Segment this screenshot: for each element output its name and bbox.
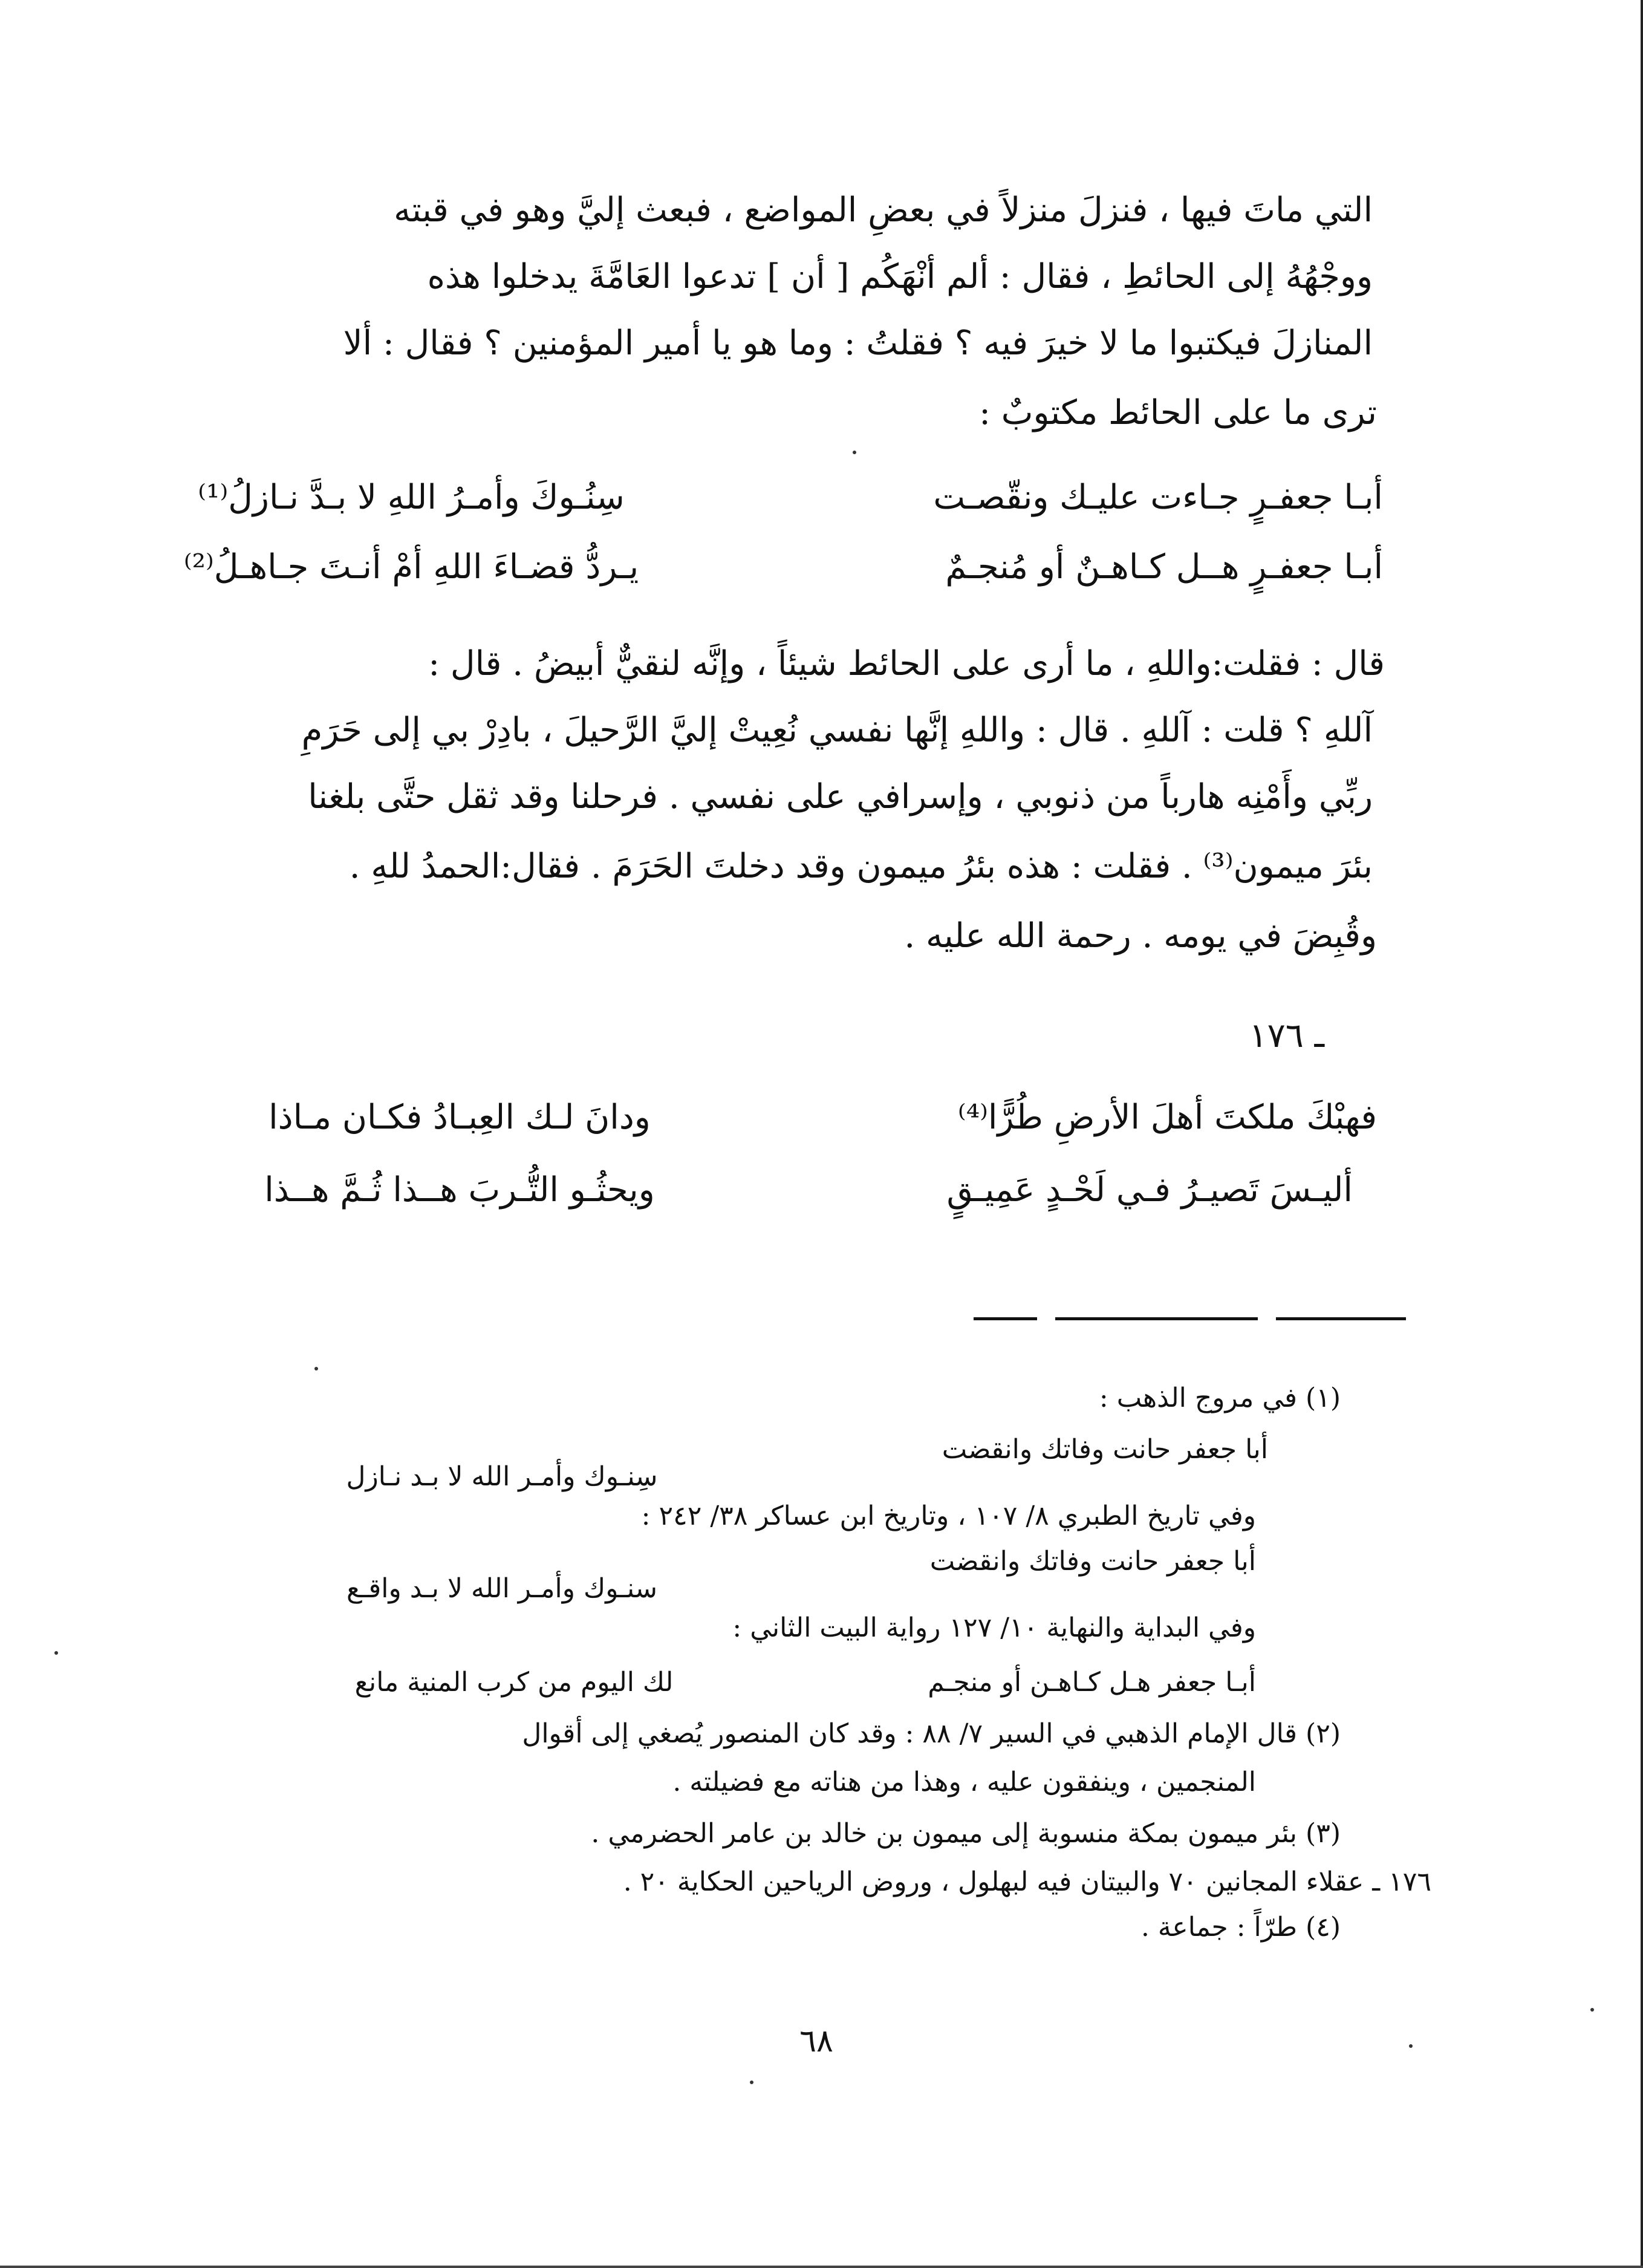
prose-line: آللهِ ؟ قلت : آللهِ . قال : واللهِ إنَّها نفسي نُعِيتْ إليَّ الرَّحيلَ ، بادِرْ بي إلى حَرَمِ [301,711,1373,750]
verse-hemistich-right: أليـسَ تَصيـرُ فـي لَحْـدٍ عَمِيـقٍ [946,1170,1353,1210]
page-number: ٦٨ [799,2023,833,2059]
prose-line: التي ماتَ فيها ، فنزلَ منزلاً في بعضِ المواضع ، فبعث إليَّ وهو في قبته [394,191,1373,230]
prose-line: ترى ما على الحائط مكتوبٌ : [979,393,1377,432]
verse-hemistich-right: فهبْكَ ملكتَ أهلَ الأرضِ طُرًّا⁽⁴⁾ [957,1098,1377,1137]
footnote-verse-right: أبـا جعفر هـل كـاهـن أو منجـم [928,1667,1256,1698]
footnote-line: المنجمين ، وينفقون عليه ، وهذا من هناته مع فضيلته . [672,1767,1256,1797]
entry-number: ـ ١٧٦ [1249,1016,1324,1055]
footnote-line: ١٧٦ ـ عقلاء المجانين ٧٠ والبيتان فيه لبهلول ، وروض الرياحين الحكاية ٢٠ . [623,1866,1431,1897]
verse-hemistich-left: ودانَ لـك العِبـادُ فكـان مـاذا [268,1098,651,1137]
verse-hemistich-left: يـردُّ قضـاءَ اللهِ أمْ أنـتَ جـاهـلُ⁽²⁾ [183,547,639,587]
prose-line: وقُبِضَ في يومه . رحمة الله عليه . [904,916,1377,956]
footnote-separator [974,1317,1037,1320]
scan-border [0,2266,1643,2268]
footnote-line: (١) في مروج الذهب : [1099,1383,1341,1413]
prose-line: بئرَ ميمون⁽³⁾ . فقلت : هذه بئرُ ميمون وقد دخلتَ الحَرَمَ . فقال:الحمدُ للهِ . [349,847,1373,886]
scan-border [1641,0,1643,2268]
footnote-verse-left: سنـوك وأمـر الله لا بـد واقـع [346,1573,658,1604]
scan-speck [1590,2008,1594,2012]
scan-speck [54,1651,58,1655]
verse-hemistich-right: أبـا جعفـرٍ جـاءت عليـك ونقّصـت [933,478,1383,517]
footnote-line: (٣) بئر ميمون بمكة منسوبة إلى ميمون بن خالد بن عامر الحضرمي . [591,1818,1341,1849]
footnote-line: (٢) قال الإمام الذهبي في السير ٧/ ٨٨ : وقد كان المنصور يُصغي إلى أقوال [522,1718,1341,1749]
verse-hemistich-left: ويحثُـو التُّـربَ هــذا ثُـمَّ هــذا [264,1170,655,1210]
scan-speck [314,1367,318,1370]
footnote-verse-left: سِنـوك وأمـر الله لا بـد نـازل [346,1461,658,1492]
footnote-line: (٤) طرّاً : جماعة . [1140,1912,1341,1943]
footnote-line: وفي البداية والنهاية ١٠/ ١٢٧ رواية البيت الثاني : [732,1612,1256,1643]
footnote-separator [1055,1317,1258,1320]
scan-speck [1409,2044,1413,2048]
footnote-verse-right: أبا جعفر حانت وفاتك وانقضت [929,1546,1256,1577]
verse-hemistich-right: أبـا جعفـرٍ هــل كـاهـنٌ أو مُنجـمٌ [945,547,1383,587]
prose-line: المنازلَ فيكتبوا ما لا خيرَ فيه ؟ فقلتُ : وما هو يا أمير المؤمنين ؟ فقال : ألا [343,324,1373,363]
footnote-verse-left: لك اليوم من كرب المنية مانع [354,1667,674,1698]
scan-speck [750,2081,753,2084]
footnote-line: وفي تاريخ الطبري ٨/ ١٠٧ ، وتاريخ ابن عساكر ٣٨/ ٢٤٢ : [641,1501,1256,1531]
scan-speck [853,451,856,454]
footnote-verse-right: أبا جعفر حانت وفاتك وانقضت [942,1434,1268,1465]
prose-line: ووجْهُهُ إلى الحائطِ ، فقال : ألم أنْهَكُم [ أن ] تدعوا العَامَّةَ يدخلوا هذه [427,257,1373,296]
footnote-separator [1276,1317,1406,1320]
prose-line: قال : فقلت:واللهِ ، ما أرى على الحائط شيئاً ، وإنَّه لنقيٌّ أبيضُ . قال : [428,644,1385,683]
prose-line: ربِّي وأَمْنِه هارباً من ذنوبي ، وإسرافي على نفسي . فرحلنا وقد ثقل حتَّى بلغنا [308,777,1373,816]
verse-hemistich-left: سِنُـوكَ وأمـرُ اللهِ لا بـدَّ نـازلُ⁽¹⁾ [198,478,625,517]
